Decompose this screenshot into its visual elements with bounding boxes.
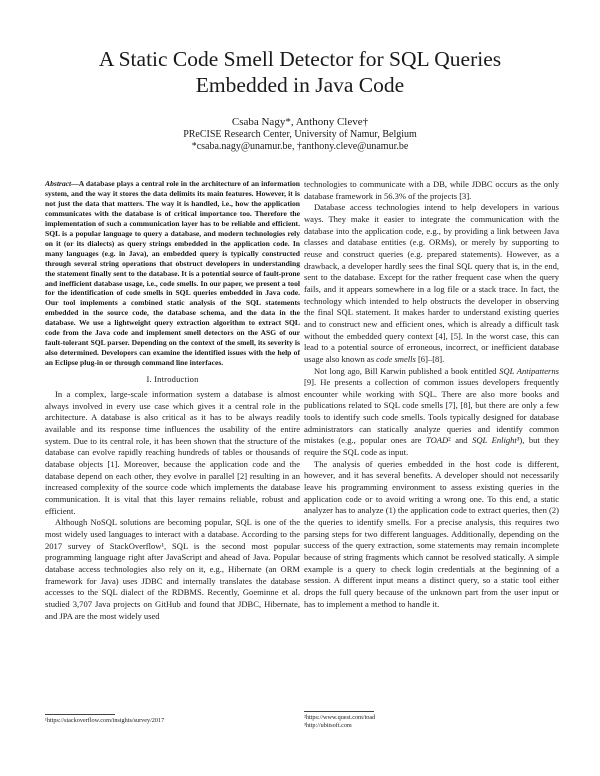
left-column — [45, 179, 300, 622]
paper-title-line-1: A Static Code Smell Detector for SQL Queries — [98, 47, 502, 71]
footnotes-left — [45, 714, 300, 725]
book-title: SQL Antipatterns — [499, 365, 559, 376]
intro-paragraph-1: In a complex, large-scale information system a database is almost always involved in every use case which gives it a central role in the architecture. A database is also critical as it has to be always readily available and its response time influences the usability of the entire system. Due to its central role, it has been shown that the structure of the database can evolve rapidly reaching hundreds of tables or thousands of database objects [1]. Moreover, because the application code and the database depend on each other, they evolve in parallel [2] resulting in an increased complexity of the source code which implements the database communication. It is vital that this layer remains reliable, robust and efficient. — [45, 389, 300, 516]
footnote-1: ¹https://stackoverflow.com/insights/survey/2017 — [45, 717, 165, 724]
intro-paragraph-4 — [304, 202, 559, 365]
p5-part-a: Not long ago, Bill Karwin published a book entitled — [314, 365, 500, 376]
author-emails: *csaba.nagy@unamur.be, †anthony.cleve@unamur.be — [191, 141, 409, 152]
intro-paragraph-4-end: [6]–[8]. — [415, 353, 445, 364]
footnote-rule — [304, 711, 374, 712]
right-column — [304, 179, 559, 610]
abstract-text: —A database plays a central role in the architecture of an information system, and the way it stores the data delimits its main features. However, it is not just the data that matters. The way it is handled, i.e., how the application communicates with the database is of critical importance too. Therefore the implementation of such a communication layer has to be reliable and efficient. SQL is a popular language to query a database, and modern technologies rely on it (or its dialects) as query strings embedded in the application code. In many languages (e.g. in Java), an embedded query is typically constructed through several string operations that obstruct developers in understanding the statement finally sent to the database. It is a potential source of fault-prone and inefficient database usage, i.e., code smells. In our paper, we present a tool for the identification of code smells in SQL queries embedded in Java code. Our tool implements a combined static analysis of the SQL statements embedded in the source code, the database schema, and the data in the database. We use a lightweight query extraction algorithm to extract SQL code from the Java code and implement smell detectors on the ASG of our fault-tolerant SQL parser. Depending on the context of the smell, its severity is also determined. Developers can examine the identified issues with the help of an Eclipse plug-in or through command line interfaces. — [45, 179, 300, 368]
intro-paragraph-5 — [304, 366, 559, 459]
paper-title — [40, 46, 560, 98]
abstract — [45, 179, 300, 368]
intro-paragraph-4-text: Database access technologies intend to help developers in various ways. They make it easier to integrate the communication with the database into the application code, e.g., by providing a link between Java classes and database entities (e.g. ORMs), or merely by supporting to reuse and construct queries (e.g. prepared statements). However, as a drawback, a developer hardly sees the final SQL query that is, in the end, sent to the database. Except for the rather frequent case when the query fails, and it appears somewhere in a log file or a stack trace. In fact, the technology which intended to help obstructs the developer in observing the final SQL statement. It makes harder to understand existing queries and to construct new and efficient ones, which is already a difficult task without the embedded query context [4], [5]. In the worst case, this can lead to a potential source of erroneous, incorrect, or inefficient database usage also known as — [304, 202, 559, 364]
p5-part-b: [9]. He presents a collection of common issues developers frequently encounter while working with SQL. There are also more books and publications related to SQL code smells [7], [8], but there are only a few tools to identify such code smells. Tools typically designed for database administrators can statically analyze queries and identify common mistakes (e.g., popular ones are — [304, 377, 559, 446]
tool-name-toad: TOAD — [425, 435, 449, 446]
p5-part-c: ² and — [448, 435, 473, 446]
paper-title-line-2: Embedded in Java Code — [195, 73, 405, 97]
code-smells-term: code smells — [376, 353, 416, 364]
intro-paragraph-3: technologies to communicate with a DB, while JDBC occurs as the only database framework in 56.3% of the projects [3]. — [304, 179, 559, 201]
abstract-lead: Abstract — [45, 179, 72, 188]
author-block — [60, 115, 540, 153]
affiliation: PReCISE Research Center, University of Namur, Belgium — [183, 129, 417, 140]
footnote-3: ³http://ubitsoft.com — [304, 722, 352, 729]
p5-part-d: ³), but they require the SQL code as input. — [304, 435, 559, 458]
footnote-2: ²https://www.quest.com/toad — [304, 714, 376, 721]
tool-name-sql-enlight: SQL Enlight — [472, 435, 517, 446]
intro-paragraph-6: The analysis of queries embedded in the host code is different, however, and it has several benefits. A developer should not necessarily leave his programming environment to assess existing queries in the application code or to avoid writing a wrong one. To this end, a static analyzer has to analyze (1) the application code to extract queries, then (2) the queries to identify smells. For a precise analysis, this requires two parsing steps for two different languages. Additionally, depending on the success of the query extraction, some statements may remain incomplete because of string fragments which cannot be resolved statically. A simple example is a query to check login credentials at the beginning of a session. A different input means a distinct query, so a static tool either drops the full query because of the unknown part from the user input or has to implement a method to handle it. — [304, 458, 559, 609]
footnote-rule — [45, 714, 115, 715]
footnotes-right — [304, 711, 559, 730]
intro-paragraph-2: Although NoSQL solutions are becoming popular, SQL is one of the most widely used languages to interact with a database. According to the 2017 survey of StackOverflow¹, SQL is the second most popular programming language right after JavaScript and ahead of Java. Popular database access technologies also rely on it, e.g., Hibernate (an ORM framework for Java) uses JDBC and internally translates the database accesses to the SQL dialect of the RDBMS. Recently, Goeminne et al. studied 3,707 Java projects on GitHub and found that JDBC, Hibernate, and JPA are the most widely used — [45, 517, 300, 621]
author-names: Csaba Nagy*, Anthony Cleve† — [231, 116, 369, 128]
section-heading-introduction: I. Introduction — [146, 374, 199, 385]
